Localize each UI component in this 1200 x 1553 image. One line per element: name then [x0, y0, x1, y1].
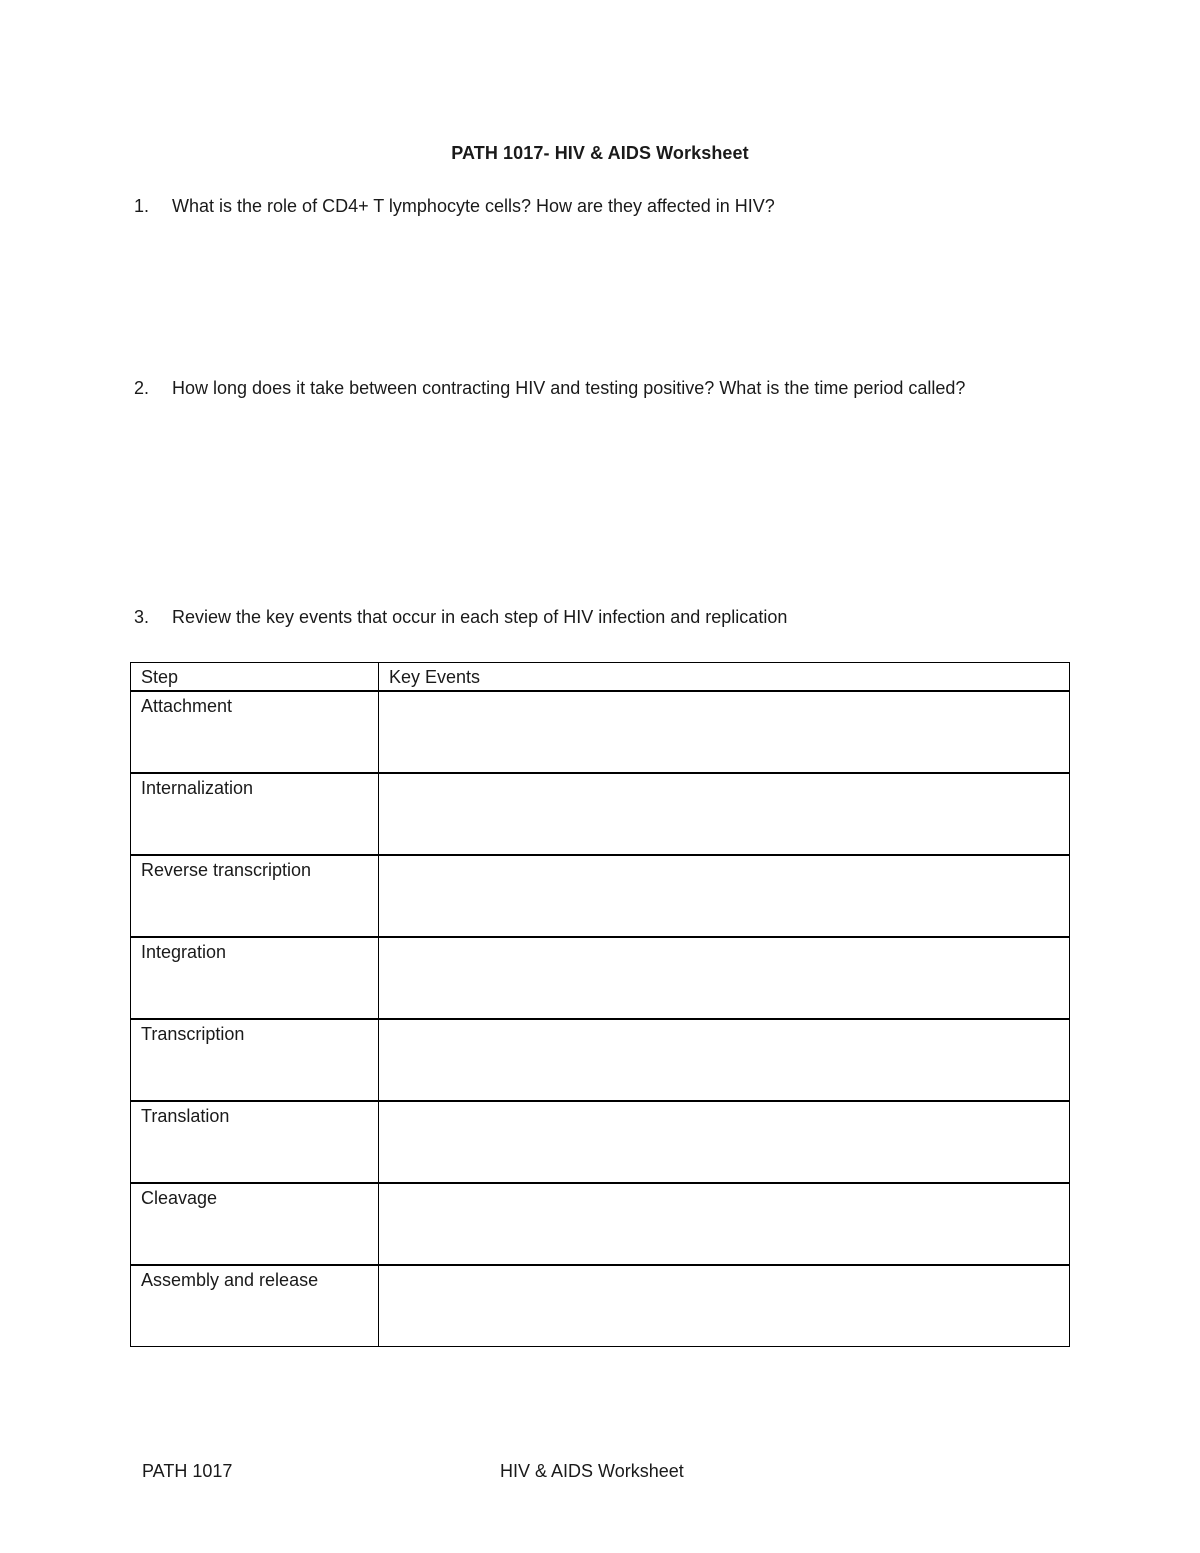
hiv-steps-table [130, 662, 1070, 1347]
table-row [131, 1183, 1070, 1265]
table-row [131, 1019, 1070, 1101]
page-title: PATH 1017- HIV & AIDS Worksheet [451, 143, 749, 163]
key-events-cell[interactable] [379, 691, 1070, 773]
footer-title: HIV & AIDS Worksheet [500, 1461, 684, 1481]
question-number: 2. [134, 378, 150, 398]
table-row [131, 937, 1070, 1019]
key-events-cell[interactable] [379, 937, 1070, 1019]
question-text: What is the role of CD4+ T lymphocyte cells? How are they affected in HIV? [172, 196, 775, 216]
table-row [131, 691, 1070, 773]
table-row [131, 1101, 1070, 1183]
step-cell: Assembly and release [131, 1265, 379, 1347]
key-events-cell[interactable] [379, 855, 1070, 937]
key-events-cell[interactable] [379, 1101, 1070, 1183]
footer-course-code: PATH 1017 [142, 1461, 233, 1481]
step-cell: Cleavage [131, 1183, 379, 1265]
table-row [131, 855, 1070, 937]
key-events-cell[interactable] [379, 1183, 1070, 1265]
step-cell: Reverse transcription [131, 855, 379, 937]
question-number: 1. [134, 196, 150, 216]
question-text: Review the key events that occur in each step of HIV infection and replication [172, 607, 788, 627]
table-row [131, 1265, 1070, 1347]
step-cell: Transcription [131, 1019, 379, 1101]
question-3 [134, 602, 1042, 632]
question-2 [134, 373, 1042, 403]
key-events-cell[interactable] [379, 1019, 1070, 1101]
question-text: How long does it take between contracting HIV and testing positive? What is the time period called? [172, 378, 966, 398]
table-header-row [131, 663, 1070, 692]
step-cell: Integration [131, 937, 379, 1019]
header-step: Step [131, 663, 379, 692]
header-key-events: Key Events [379, 663, 1070, 692]
question-number: 3. [134, 607, 150, 627]
step-cell: Attachment [131, 691, 379, 773]
key-events-cell[interactable] [379, 1265, 1070, 1347]
step-cell: Internalization [131, 773, 379, 855]
question-1 [134, 191, 1042, 221]
table-row [131, 773, 1070, 855]
key-events-cell[interactable] [379, 773, 1070, 855]
step-cell: Translation [131, 1101, 379, 1183]
